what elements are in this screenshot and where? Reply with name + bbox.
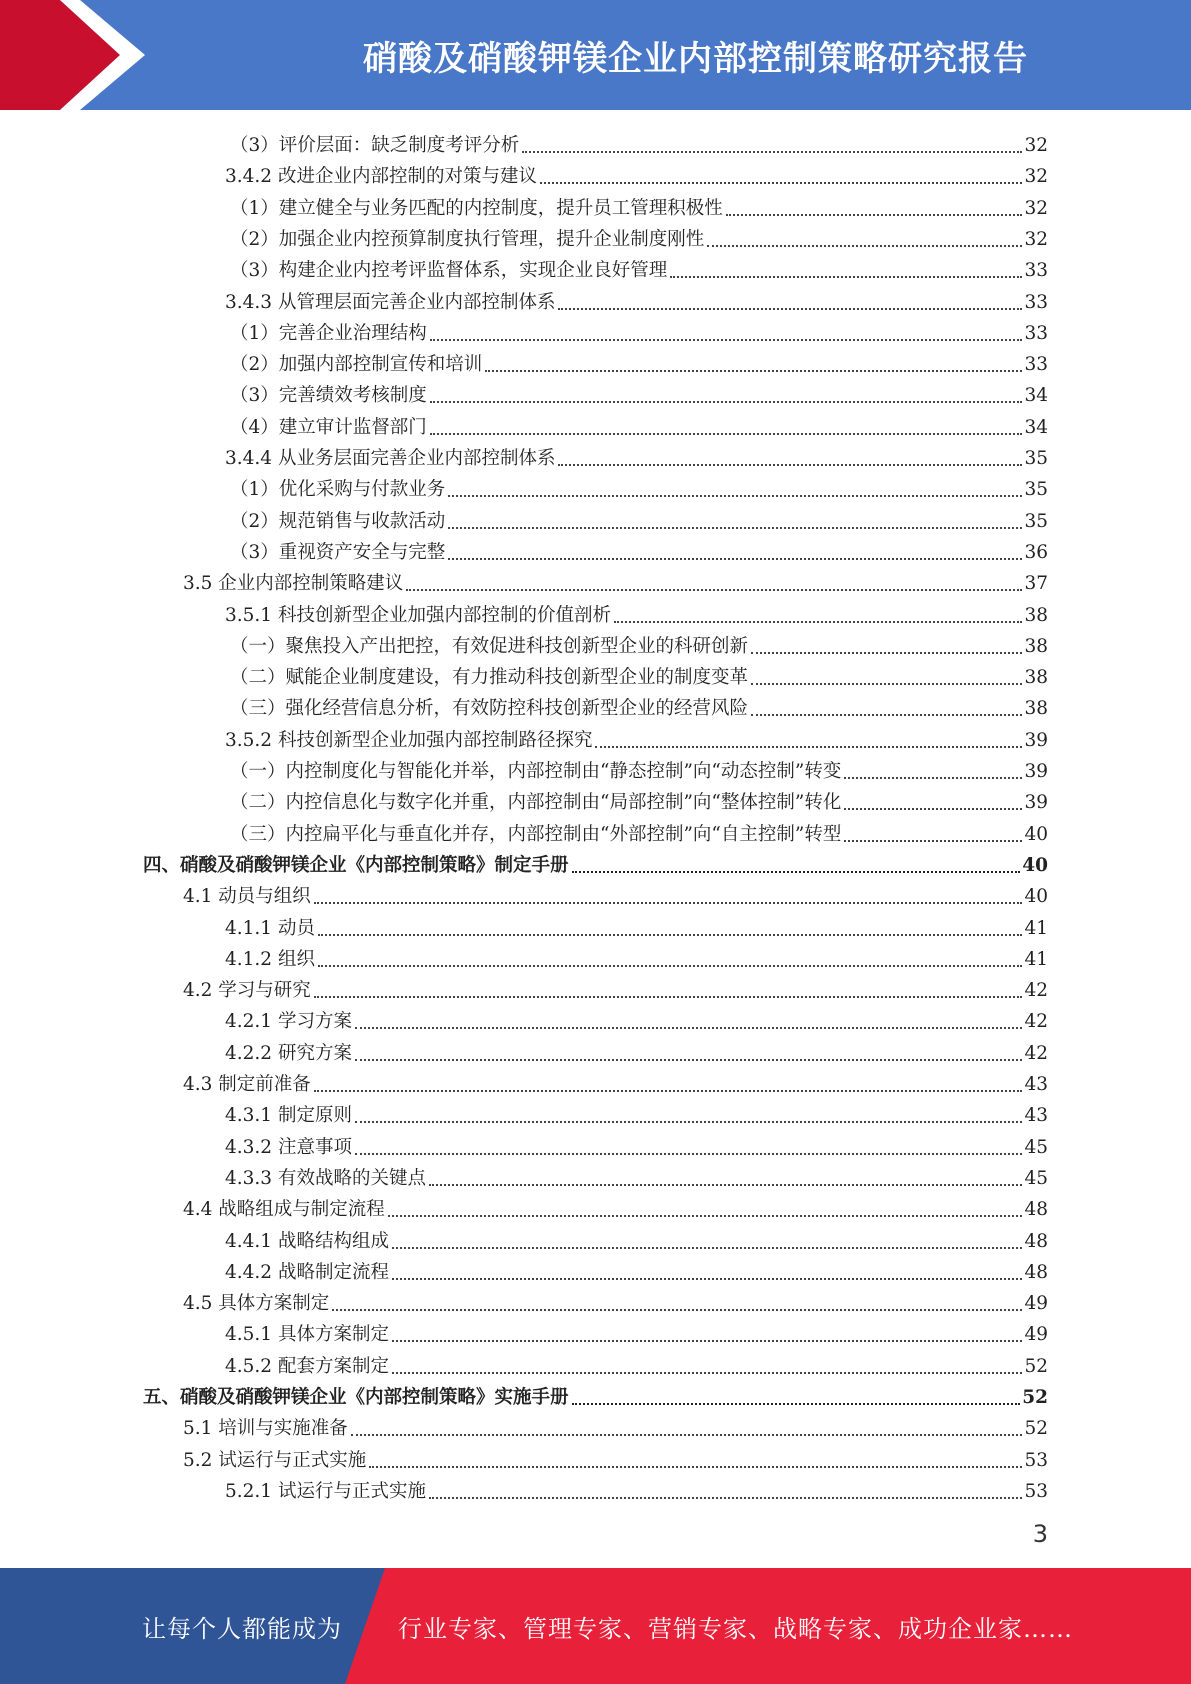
toc-entry-label: 4.2.2 研究方案 — [225, 1042, 352, 1064]
toc-entry-page: 41 — [1024, 948, 1048, 970]
toc-entry-label: 四、硝酸及硝酸钾镁企业《内部控制策略》制定手册 — [143, 854, 569, 876]
toc-entry[interactable] — [183, 972, 1048, 1003]
toc-entry-label: 3.5.2 科技创新型企业加强内部控制路径探究 — [225, 729, 593, 751]
toc-entry-label: 4.5.2 配套方案制定 — [225, 1355, 389, 1377]
toc-entry-page: 53 — [1024, 1449, 1048, 1471]
toc-entry[interactable] — [225, 158, 1048, 189]
toc-entry-page: 38 — [1024, 635, 1048, 657]
toc-entry-label: （3）完善绩效考核制度 — [230, 385, 427, 407]
toc-entry-page: 32 — [1024, 166, 1048, 188]
toc-entry[interactable] — [143, 1379, 1048, 1410]
toc-entry-label: 3.4.3 从管理层面完善企业内部控制体系 — [225, 291, 556, 313]
toc-entry-page: 42 — [1024, 1042, 1048, 1064]
toc-entry-label: 5.2 试运行与正式实施 — [183, 1449, 367, 1471]
toc-entry-label: （1）建立健全与业务匹配的内控制度，提升员工管理积极性 — [230, 197, 723, 219]
toc-entry[interactable] — [225, 1003, 1048, 1034]
toc-entry[interactable] — [230, 190, 1048, 221]
toc-entry[interactable] — [230, 127, 1048, 158]
page-header — [0, 0, 1191, 110]
toc-entry-page: 48 — [1024, 1261, 1048, 1283]
toc-dot-leader — [430, 339, 1023, 341]
toc-entry[interactable] — [230, 252, 1048, 283]
toc-entry-page: 38 — [1024, 667, 1048, 689]
toc-entry[interactable] — [225, 1129, 1048, 1160]
toc-entry-page: 32 — [1024, 228, 1048, 250]
toc-entry[interactable] — [183, 1410, 1048, 1441]
toc-dot-leader — [522, 151, 1022, 153]
toc-entry[interactable] — [225, 910, 1048, 941]
toc-dot-leader — [406, 589, 1022, 591]
toc-dot-leader — [448, 495, 1022, 497]
toc-dot-leader — [355, 1059, 1023, 1061]
toc-entry-page: 32 — [1024, 197, 1048, 219]
toc-dot-leader — [844, 777, 1022, 779]
toc-entry-page: 34 — [1024, 416, 1048, 438]
toc-entry-label: 5.2.1 试运行与正式实施 — [225, 1480, 426, 1502]
toc-entry-page: 36 — [1024, 541, 1048, 563]
toc-dot-leader — [751, 714, 1022, 716]
toc-entry[interactable] — [230, 221, 1048, 252]
toc-entry[interactable] — [183, 565, 1048, 596]
toc-entry-label: 4.4 战略组成与制定流程 — [183, 1199, 385, 1221]
toc-entry-page: 40 — [1024, 886, 1048, 908]
toc-dot-leader — [751, 652, 1022, 654]
toc-entry-label: （2）加强企业内控预算制度执行管理，提升企业制度刚性 — [230, 228, 705, 250]
toc-entry-label: （一）聚焦投入产出把控，有效促进科技创新型企业的科研创新 — [230, 635, 749, 657]
toc-dot-leader — [558, 464, 1022, 466]
toc-entry-page: 52 — [1024, 1418, 1048, 1440]
toc-entry-label: （3）重视资产安全与完整 — [230, 541, 446, 563]
footer-slogan-right: 行业专家、管理专家、营销专家、战略专家、成功企业家…… — [398, 1614, 1073, 1643]
toc-entry[interactable] — [183, 1066, 1048, 1097]
toc-entry-page: 39 — [1024, 792, 1048, 814]
toc-dot-leader — [355, 1027, 1023, 1029]
toc-entry[interactable] — [183, 878, 1048, 909]
toc-entry-page: 42 — [1024, 980, 1048, 1002]
toc-entry-page: 33 — [1024, 354, 1048, 376]
toc-entry-page: 49 — [1024, 1324, 1048, 1346]
toc-entry[interactable] — [225, 1035, 1048, 1066]
toc-dot-leader — [429, 1497, 1022, 1499]
toc-entry-label: 4.3.3 有效战略的关键点 — [225, 1167, 426, 1189]
toc-dot-leader — [751, 683, 1022, 685]
toc-entry[interactable] — [230, 471, 1048, 502]
toc-entry-label: 4.3 制定前准备 — [183, 1074, 311, 1095]
toc-entry-page: 52 — [1024, 1355, 1048, 1377]
toc-dot-leader — [558, 308, 1022, 310]
toc-entry-label: （2）加强内部控制宣传和培训 — [230, 354, 483, 376]
toc-entry-label: 4.5.1 具体方案制定 — [225, 1324, 389, 1346]
toc-entry[interactable] — [230, 690, 1048, 721]
toc-dot-leader — [572, 1403, 1021, 1405]
toc-entry-page: 41 — [1024, 917, 1048, 939]
toc-dot-leader — [540, 182, 1022, 184]
toc-entry-label: 4.1.1 动员 — [225, 917, 315, 939]
toc-entry-label: 4.4.1 战略结构组成 — [225, 1230, 389, 1252]
toc-dot-leader — [314, 996, 1023, 998]
toc-entry[interactable] — [230, 315, 1048, 346]
report-title: 硝酸及硝酸钾镁企业内部控制策略研究报告 — [363, 38, 1028, 79]
toc-entry-label: 4.5 具体方案制定 — [183, 1293, 330, 1315]
toc-entry-page: 33 — [1024, 322, 1048, 344]
toc-entry[interactable] — [230, 534, 1048, 565]
toc-entry-label: （三）内控扁平化与垂直化并存，内部控制由“外部控制”向“自主控制”转型 — [230, 823, 842, 845]
toc-dot-leader — [318, 965, 1023, 967]
toc-dot-leader — [392, 1247, 1022, 1249]
toc-entry[interactable] — [225, 1223, 1048, 1254]
toc-dot-leader — [430, 433, 1023, 435]
toc-dot-leader — [392, 1278, 1022, 1280]
toc-dot-leader — [314, 902, 1023, 904]
toc-entry-label: （1）优化采购与付款业务 — [230, 479, 446, 501]
toc-entry[interactable] — [225, 1254, 1048, 1285]
toc-entry[interactable] — [230, 346, 1048, 377]
toc-dot-leader — [844, 808, 1022, 810]
toc-entry-label: 4.3.2 注意事项 — [225, 1136, 352, 1158]
toc-entry-page: 48 — [1024, 1230, 1048, 1252]
toc-entry-label: 3.5 企业内部控制策略建议 — [183, 573, 404, 595]
toc-entry-page: 33 — [1024, 260, 1048, 282]
toc-entry-label: 3.5.1 科技创新型企业加强内部控制的价值剖析 — [225, 604, 611, 626]
toc-entry-page: 48 — [1024, 1199, 1048, 1221]
toc-entry-page: 35 — [1024, 448, 1048, 469]
toc-entry-page: 34 — [1024, 385, 1048, 407]
toc-dot-leader — [572, 871, 1021, 873]
toc-entry-label: （3）构建企业内控考评监督体系，实现企业良好管理 — [230, 260, 668, 282]
toc-entry[interactable] — [225, 1160, 1048, 1191]
toc-entry-label: 4.1 动员与组织 — [183, 886, 311, 908]
toc-entry-page: 42 — [1024, 1011, 1048, 1033]
toc-entry[interactable] — [183, 1191, 1048, 1222]
toc-dot-leader — [448, 558, 1022, 560]
toc-dot-leader — [844, 840, 1022, 842]
toc-entry-label: （4）建立审计监督部门 — [230, 416, 427, 438]
toc-dot-leader — [430, 401, 1023, 403]
toc-entry[interactable] — [230, 659, 1048, 690]
toc-entry-label: 5.1 培训与实施准备 — [183, 1418, 348, 1440]
toc-entry-page: 49 — [1024, 1293, 1048, 1315]
toc-entry-page: 38 — [1024, 698, 1048, 720]
toc-entry-page: 45 — [1024, 1167, 1048, 1189]
toc-entry[interactable] — [230, 503, 1048, 534]
toc-dot-leader — [614, 621, 1022, 623]
toc-dot-leader — [392, 1372, 1022, 1374]
toc-entry[interactable] — [225, 1097, 1048, 1128]
toc-entry[interactable] — [143, 847, 1048, 878]
toc-dot-leader — [726, 214, 1023, 216]
toc-dot-leader — [388, 1215, 1023, 1217]
toc-dot-leader — [707, 245, 1022, 247]
toc-entry[interactable] — [225, 440, 1048, 471]
toc-entry[interactable] — [230, 816, 1048, 847]
toc-entry[interactable] — [225, 1473, 1048, 1504]
toc-entry[interactable] — [230, 628, 1048, 659]
toc-dot-leader — [351, 1434, 1023, 1436]
toc-entry-label: （三）强化经营信息分析，有效防控科技创新型企业的经营风险 — [230, 698, 749, 720]
toc-entry-page: 39 — [1024, 761, 1048, 782]
toc-entry-page: 32 — [1024, 135, 1048, 156]
toc-entry-label: （1）完善企业治理结构 — [230, 322, 427, 344]
toc-entry[interactable] — [230, 784, 1048, 815]
toc-dot-leader — [314, 1090, 1023, 1092]
toc-entry-page: 35 — [1024, 510, 1048, 532]
toc-dot-leader — [429, 1184, 1022, 1186]
toc-entry-label: 4.4.2 战略制定流程 — [225, 1261, 389, 1283]
toc-entry[interactable] — [225, 597, 1048, 628]
toc-entry-page: 33 — [1024, 291, 1048, 313]
toc-entry-page: 35 — [1024, 479, 1048, 501]
toc-entry[interactable] — [183, 1442, 1048, 1473]
toc-entry[interactable] — [225, 722, 1048, 753]
toc-entry-page: 43 — [1024, 1105, 1048, 1127]
toc-entry-label: （二）内控信息化与数字化并重，内部控制由“局部控制”向“整体控制”转化 — [230, 792, 842, 814]
page-number: 3 — [1032, 1520, 1048, 1548]
toc-entry-label: （二）赋能企业制度建设，有力推动科技创新型企业的制度变革 — [230, 667, 749, 689]
toc-dot-leader — [318, 934, 1023, 936]
footer-slogan-left: 让每个人都能成为 — [142, 1614, 342, 1643]
toc-entry[interactable] — [225, 1316, 1048, 1347]
toc-entry-page: 45 — [1024, 1136, 1048, 1158]
toc-entry[interactable] — [230, 753, 1048, 784]
toc-entry-page: 38 — [1024, 604, 1048, 626]
toc-entry-page: 39 — [1024, 729, 1048, 751]
toc-dot-leader — [595, 746, 1022, 748]
toc-entry-page: 43 — [1024, 1074, 1048, 1095]
toc-entry[interactable] — [183, 1285, 1048, 1316]
toc-entry-label: 4.2 学习与研究 — [183, 980, 311, 1002]
toc-entry[interactable] — [225, 284, 1048, 315]
toc-entry-label: （3）评价层面：缺乏制度考评分析 — [230, 135, 520, 156]
page-footer — [0, 1568, 1191, 1684]
toc-entry-page: 52 — [1022, 1387, 1048, 1408]
toc-dot-leader — [485, 370, 1022, 372]
toc-entry-label: 4.3.1 制定原则 — [225, 1105, 352, 1127]
toc-entry-label: （2）规范销售与收款活动 — [230, 510, 446, 532]
toc-entry-label: 3.4.4 从业务层面完善企业内部控制体系 — [225, 448, 556, 469]
toc-entry[interactable] — [230, 409, 1048, 440]
toc-dot-leader — [332, 1309, 1022, 1311]
toc-entry-label: 4.1.2 组织 — [225, 948, 315, 970]
toc-dot-leader — [392, 1340, 1022, 1342]
toc-entry-page: 40 — [1022, 854, 1048, 876]
toc-entry-label: （一）内控制度化与智能化并举，内部控制由“静态控制”向“动态控制”转变 — [230, 761, 842, 782]
toc-entry-page: 53 — [1024, 1480, 1048, 1502]
toc-entry-label: 3.4.2 改进企业内部控制的对策与建议 — [225, 166, 537, 188]
toc-entry[interactable] — [230, 377, 1048, 408]
toc-dot-leader — [448, 527, 1022, 529]
toc-entry[interactable] — [225, 1348, 1048, 1379]
toc-entry-page: 37 — [1024, 573, 1048, 595]
toc-entry-label: 五、硝酸及硝酸钾镁企业《内部控制策略》实施手册 — [143, 1387, 569, 1408]
toc-entry-page: 40 — [1024, 823, 1048, 845]
toc-dot-leader — [369, 1466, 1022, 1468]
toc-dot-leader — [355, 1121, 1023, 1123]
toc-entry[interactable] — [225, 941, 1048, 972]
toc-dot-leader — [670, 276, 1022, 278]
toc-dot-leader — [355, 1153, 1023, 1155]
toc-entry-label: 4.2.1 学习方案 — [225, 1011, 352, 1033]
